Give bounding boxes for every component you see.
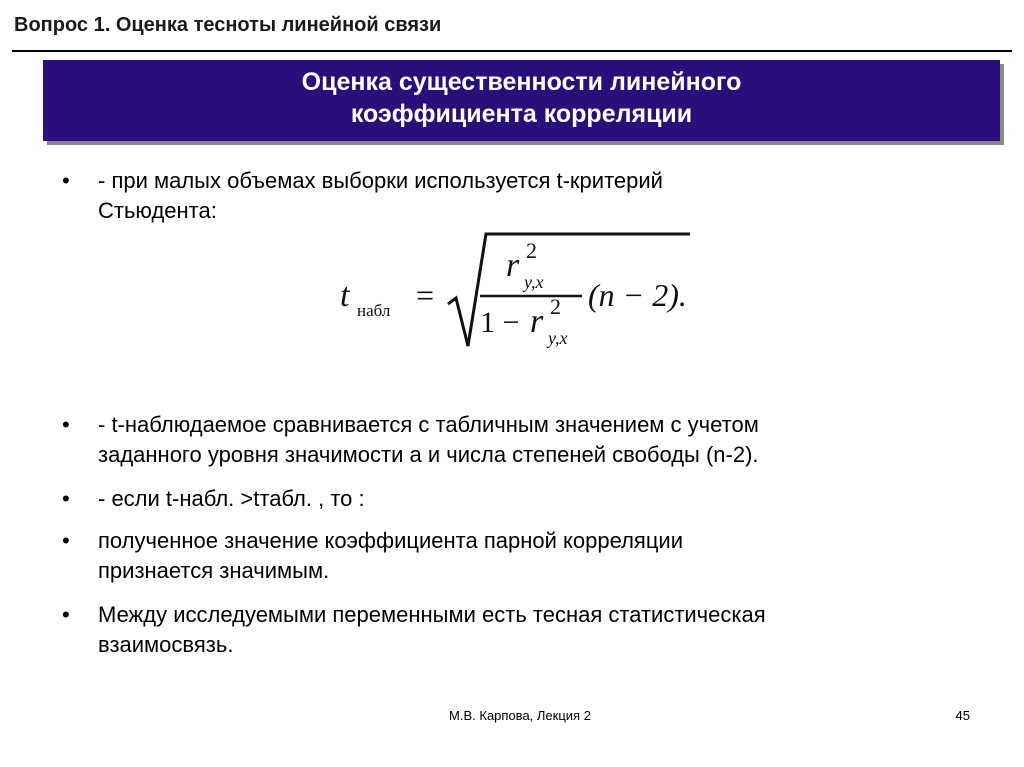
slide-header-title: Вопрос 1. Оценка тесноты линейной связи: [14, 14, 442, 36]
bullet-text: [98, 166, 998, 226]
formula-num-sup: 2: [526, 238, 537, 263]
bullet-text: [98, 600, 998, 660]
bullet-line: - при малых объемах выборки используется t-критерий: [98, 168, 663, 193]
bullet-marker: •: [62, 412, 70, 437]
bullet-text: [98, 526, 998, 586]
formula-num-sub: y,x: [524, 272, 544, 292]
bullet-marker: •: [62, 168, 70, 193]
formula-num-r: r: [506, 247, 520, 284]
section-banner: [43, 60, 1000, 141]
formula-den-sub: y,x: [548, 328, 568, 348]
student-t-formula: [330, 228, 710, 358]
bullet-marker: •: [62, 486, 70, 511]
bullet-marker: •: [62, 602, 70, 627]
bullet-marker: •: [62, 528, 70, 553]
formula-t-subscript: набл: [357, 301, 391, 320]
bullet-text: [98, 410, 998, 470]
slide-header: [12, 10, 1012, 52]
bullet-line: взаимосвязь.: [98, 632, 234, 657]
banner-title-line-2: коэффициента корреляции: [350, 100, 693, 128]
footer-author: М.В. Карпова, Лекция 2: [449, 708, 591, 723]
bullet-line: заданного уровня значимости а и числа степеней свободы (n-2).: [98, 442, 759, 467]
bullet-line: Между исследуемыми переменными есть тесная статистическая: [98, 602, 766, 627]
formula-den-one-minus: 1 −: [480, 306, 520, 339]
bullet-line: - если t-набл. >tтабл. , то :: [98, 486, 365, 511]
formula-t: t: [340, 277, 350, 314]
bullet-line: полученное значение коэффициента парной корреляции: [98, 528, 684, 553]
formula-tail: (n − 2).: [588, 277, 687, 313]
formula-equals: =: [416, 277, 435, 313]
page-number: 45: [955, 708, 970, 723]
bullet-line: - t-наблюдаемое сравнивается с табличным значением с учетом: [98, 412, 759, 437]
bullet-text: [98, 484, 998, 514]
bullet-line: Стьюдента:: [98, 198, 217, 223]
formula-den-r: r: [530, 303, 544, 340]
bullet-line: признается значимым.: [98, 558, 330, 583]
formula-den-sup: 2: [550, 294, 561, 319]
banner-title-line-1: Оценка существенности линейного: [301, 68, 742, 96]
